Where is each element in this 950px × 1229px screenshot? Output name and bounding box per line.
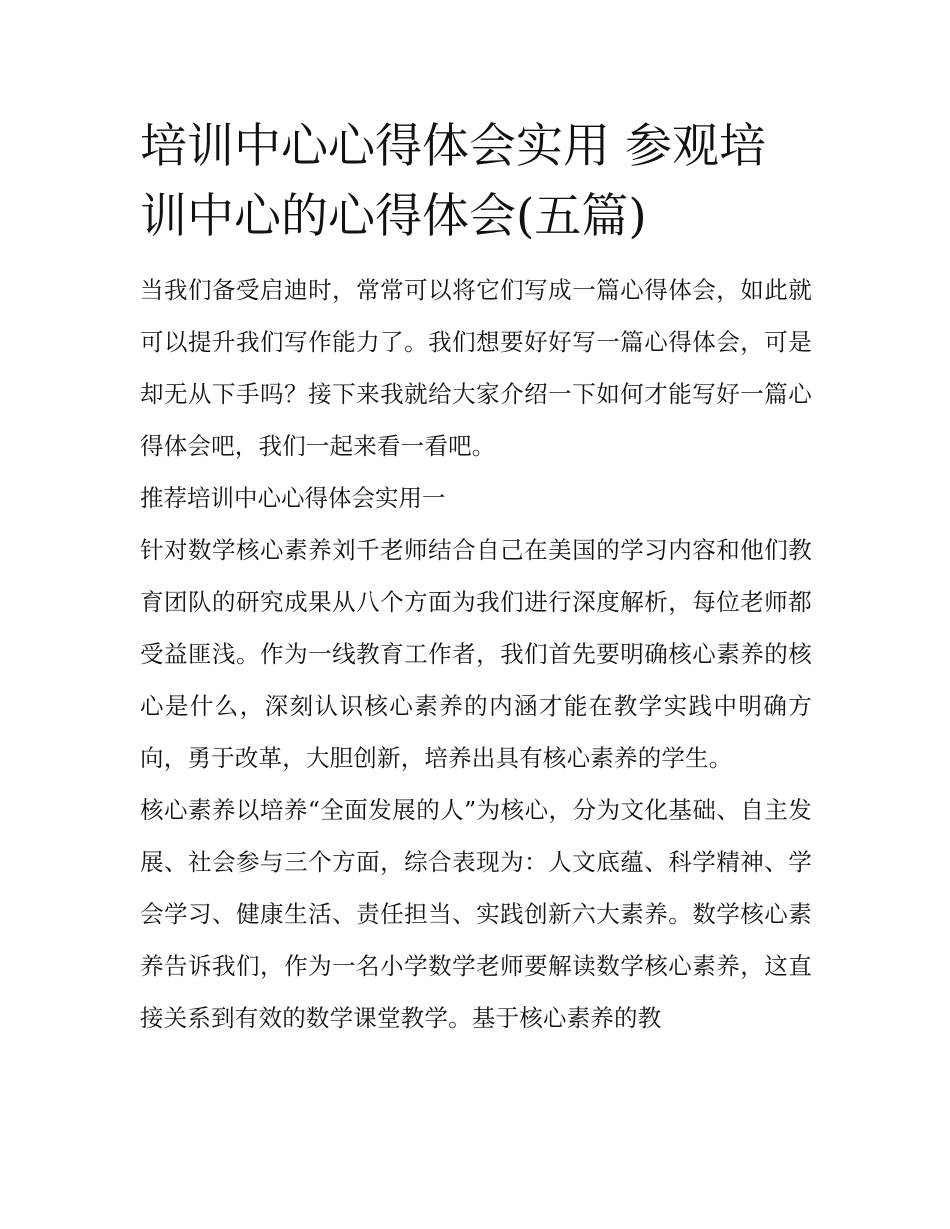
section-heading: 推荐培训中心心得体会实用一: [140, 484, 446, 512]
page-title: 培训中心心得体会实用 参观培训中心的心得体会(五篇): [140, 119, 766, 244]
document-body: [140, 112, 812, 1044]
body-paragraph-1: 针对数学核心素养刘千老师结合自己在美国的学习内容和他们教育团队的研究成果从八个方面为我们进行深度解析，每位老师都受益匪浅。作为一线教育工作者，我们首先要明确核心素养的核心是什么，深刻认识核心素养的内涵才能在教学实践中明确方向，勇于改革，大胆创新，培养出具有核心素养的学生。: [140, 536, 812, 772]
body-paragraph-2: 核心素养以培养“全面发展的人”为核心，分为文化基础、自主发展、社会参与三个方面，综合表现为：人文底蕴、科学精神、学会学习、健康生活、责任担当、实践创新六大素养。数学核心素养告诉我们，作为一名小学数学老师要解读数学核心素养，这直接关系到有效的数学课堂教学。基于核心素养的教: [140, 796, 812, 1032]
intro-paragraph: 当我们备受启迪时，常常可以将它们写成一篇心得体会，如此就可以提升我们写作能力了。我们想要好好写一篇心得体会，可是却无从下手吗？接下来我就给大家介绍一下如何才能写好一篇心得体会吧，我们一起来看一看吧。: [140, 276, 812, 460]
